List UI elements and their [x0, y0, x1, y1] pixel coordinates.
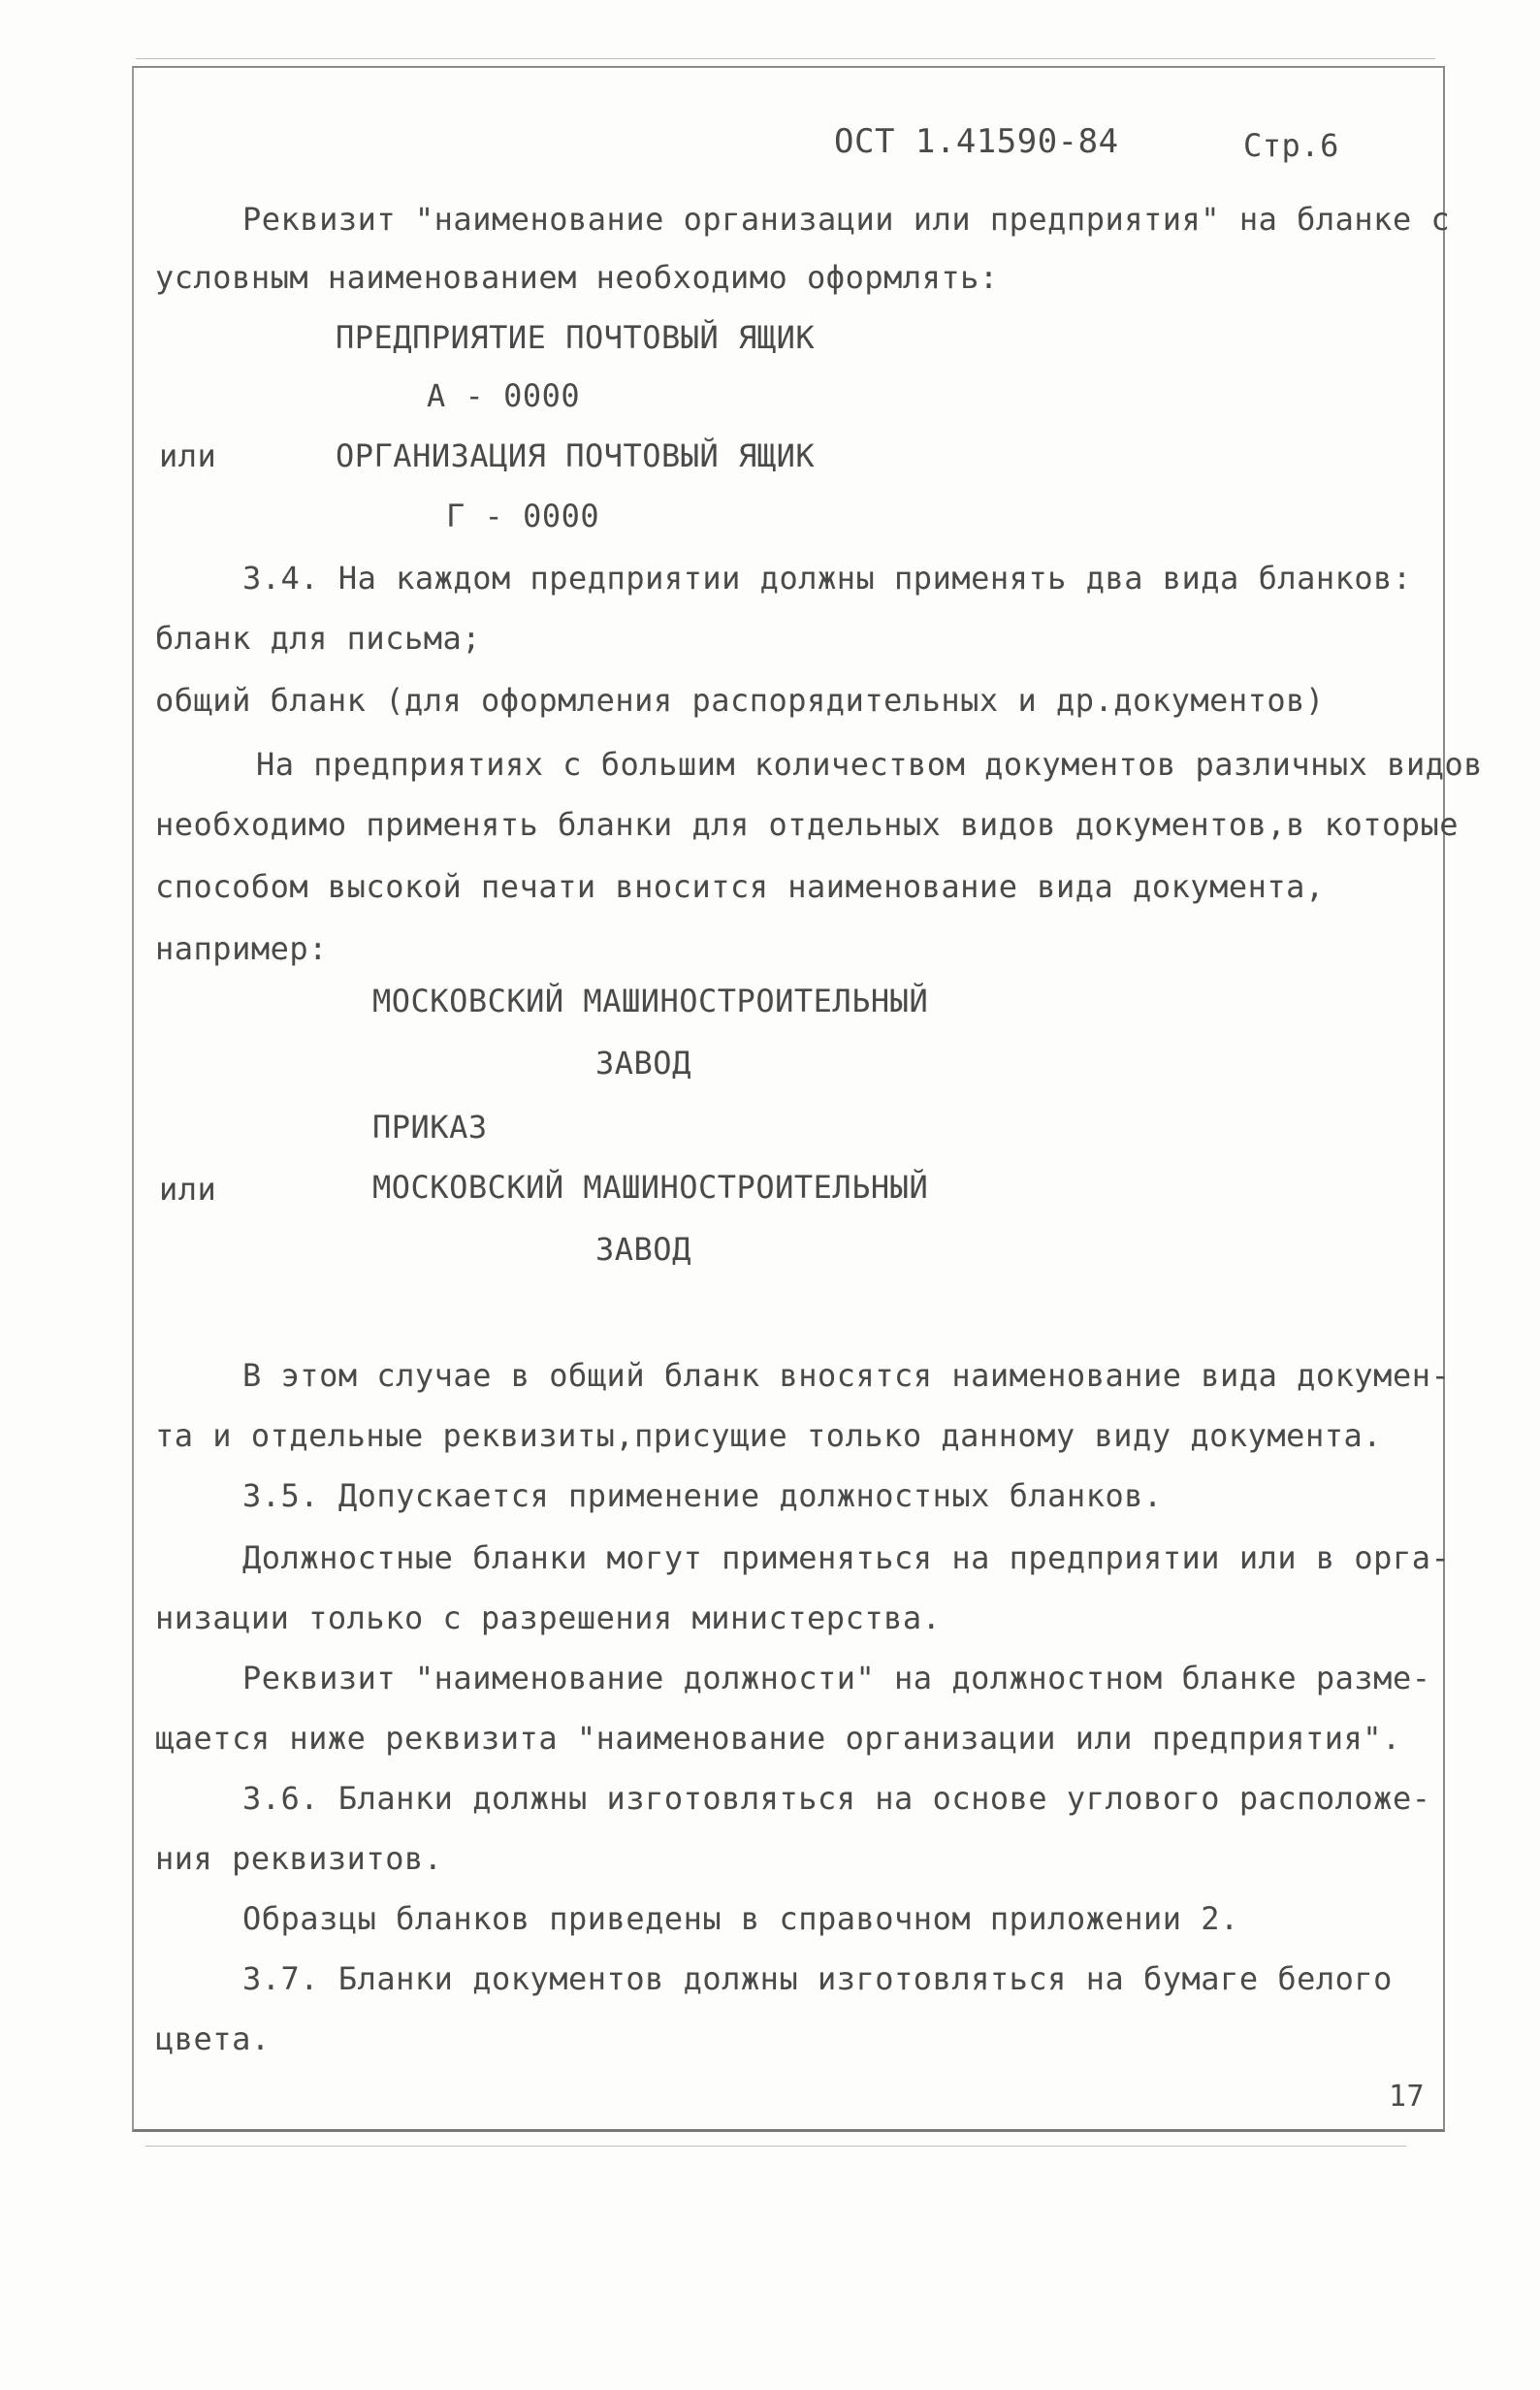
example-line: А - 0000 — [427, 377, 581, 414]
paragraph-line: условным наименованием необходимо оформлять: — [155, 259, 999, 296]
example-line: ПРИКАЗ — [372, 1109, 488, 1146]
section-line: 3.4. На каждом предприятии должны применять два вида бланков: — [242, 560, 1412, 597]
paragraph-line: Реквизит "наименование организации или предприятия" на бланке с — [242, 201, 1451, 238]
section-line: ния реквизитов. — [155, 1840, 443, 1877]
section-line: 3.5. Допускается применение должностных бланков. — [242, 1477, 1163, 1514]
paragraph-line: низации только с разрешения министерства. — [155, 1599, 942, 1636]
paragraph-line: необходимо применять бланки для отдельных видов документов,в которые — [155, 806, 1460, 843]
example-line: МОСКОВСКИЙ МАШИНОСТРОИТЕЛЬНЫЙ — [372, 983, 929, 1019]
example-line: ПРЕДПРИЯТИЕ ПОЧТОВЫЙ ЯЩИК — [336, 319, 816, 356]
paragraph-line: например: — [155, 930, 328, 967]
paragraph-line: Реквизит "наименование должности" на должностном бланке разме- — [242, 1660, 1431, 1696]
scan-noise-bottom — [145, 2146, 1406, 2147]
paragraph-line: На предприятиях с большим количеством документов различных видов — [256, 746, 1483, 783]
paragraph-line: та и отдельные реквизиты,присущие только данному виду документа. — [155, 1417, 1382, 1454]
example-line: МОСКОВСКИЙ МАШИНОСТРОИТЕЛЬНЫЙ — [372, 1169, 929, 1206]
or-label: или — [159, 437, 217, 474]
section-line: 3.7. Бланки документов должны изготовляться на бумаге белого — [242, 1960, 1393, 1997]
section-line: общий бланк (для оформления распорядительных и др.документов) — [155, 682, 1325, 719]
scan-noise-top — [136, 58, 1435, 59]
example-line: ОРГАНИЗАЦИЯ ПОЧТОВЫЙ ЯЩИК — [336, 437, 816, 474]
example-line: ЗАВОД — [595, 1231, 691, 1268]
section-line: 3.6. Бланки должны изготовляться на основе углового расположе- — [242, 1780, 1431, 1817]
paragraph-line: щается ниже реквизита "наименование организации или предприятия". — [155, 1720, 1401, 1757]
standard-code: ОСТ 1.41590-84 — [834, 122, 1119, 161]
example-line: ЗАВОД — [595, 1045, 691, 1082]
paragraph-line: Образцы бланков приведены в справочном приложении 2. — [242, 1900, 1239, 1937]
paragraph-line: способом высокой печати вносится наименование вида документа, — [155, 868, 1325, 905]
example-line: Г - 0000 — [446, 498, 600, 534]
page-border — [132, 66, 1445, 2132]
sheet-number: 17 — [1389, 2080, 1426, 2114]
or-label: или — [159, 1171, 217, 1208]
page-label: Стр.6 — [1243, 127, 1339, 164]
section-line: цвета. — [155, 2020, 271, 2057]
paragraph-line: Должностные бланки могут применяться на предприятии или в орга- — [242, 1539, 1451, 1576]
paragraph-line: В этом случае в общий бланк вносятся наименование вида докумен- — [242, 1357, 1451, 1394]
section-line: бланк для письма; — [155, 620, 482, 657]
